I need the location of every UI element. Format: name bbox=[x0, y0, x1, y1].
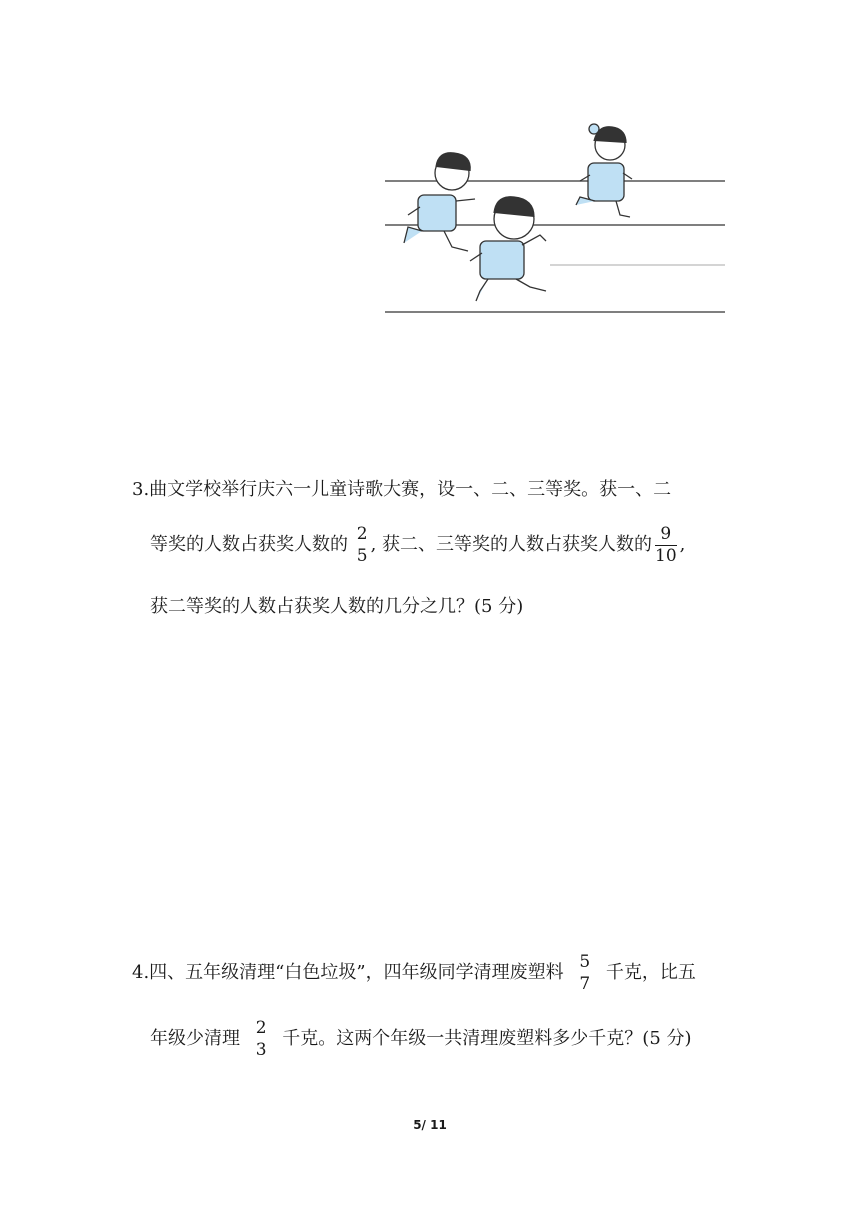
running-children-illustration bbox=[380, 115, 730, 320]
q3-line2 bbox=[150, 522, 685, 568]
fraction-denominator: 3 bbox=[255, 1039, 267, 1060]
fraction-numerator: 2 bbox=[255, 1017, 267, 1038]
q4-line1-text-b: 千克，比五 bbox=[605, 962, 696, 983]
q3-fraction-2 bbox=[655, 525, 677, 566]
fraction-numerator: 5 bbox=[579, 951, 591, 972]
q3-fraction-1 bbox=[357, 525, 368, 566]
fraction-numerator: 2 bbox=[356, 523, 368, 544]
q4-line1-text-a: 4.四、五年级清理“白色垃圾”，四年级同学清理废塑料 bbox=[132, 962, 564, 983]
girl-runner bbox=[576, 124, 632, 217]
q3-line1 bbox=[132, 478, 671, 502]
q4-line1 bbox=[132, 950, 696, 996]
q3-line1-text: 3.曲文学校举行庆六一儿童诗歌大赛，设一、二、三等奖。获一、二 bbox=[132, 479, 672, 500]
fraction-denominator: 7 bbox=[579, 973, 591, 994]
fraction-denominator: 5 bbox=[356, 545, 368, 566]
fraction-denominator: 10 bbox=[655, 545, 677, 566]
q4-fraction-1 bbox=[579, 953, 590, 994]
q3-line2-text-c: , bbox=[679, 534, 686, 555]
q3-line2-text-b: , 获二、三等奖的人数占获奖人数的 bbox=[370, 534, 653, 555]
page-number: 5/ 11 bbox=[413, 1118, 447, 1132]
boy-runner-middle bbox=[470, 197, 546, 301]
q4-fraction-2 bbox=[256, 1019, 267, 1060]
boy-runner-left bbox=[404, 153, 475, 251]
q3-line3-text: 获二等奖的人数占获奖人数的几分之几？(5 分) bbox=[150, 596, 524, 617]
q4-line2 bbox=[150, 1016, 692, 1062]
q3-line2-text-a: 等奖的人数占获奖人数的 bbox=[150, 534, 348, 555]
fraction-numerator: 9 bbox=[660, 523, 672, 544]
q3-line3 bbox=[150, 595, 523, 619]
q4-line2-text-a: 年级少清理 bbox=[150, 1028, 240, 1049]
q4-line2-text-b: 千克。这两个年级一共清理废塑料多少千克？(5 分) bbox=[282, 1028, 692, 1049]
